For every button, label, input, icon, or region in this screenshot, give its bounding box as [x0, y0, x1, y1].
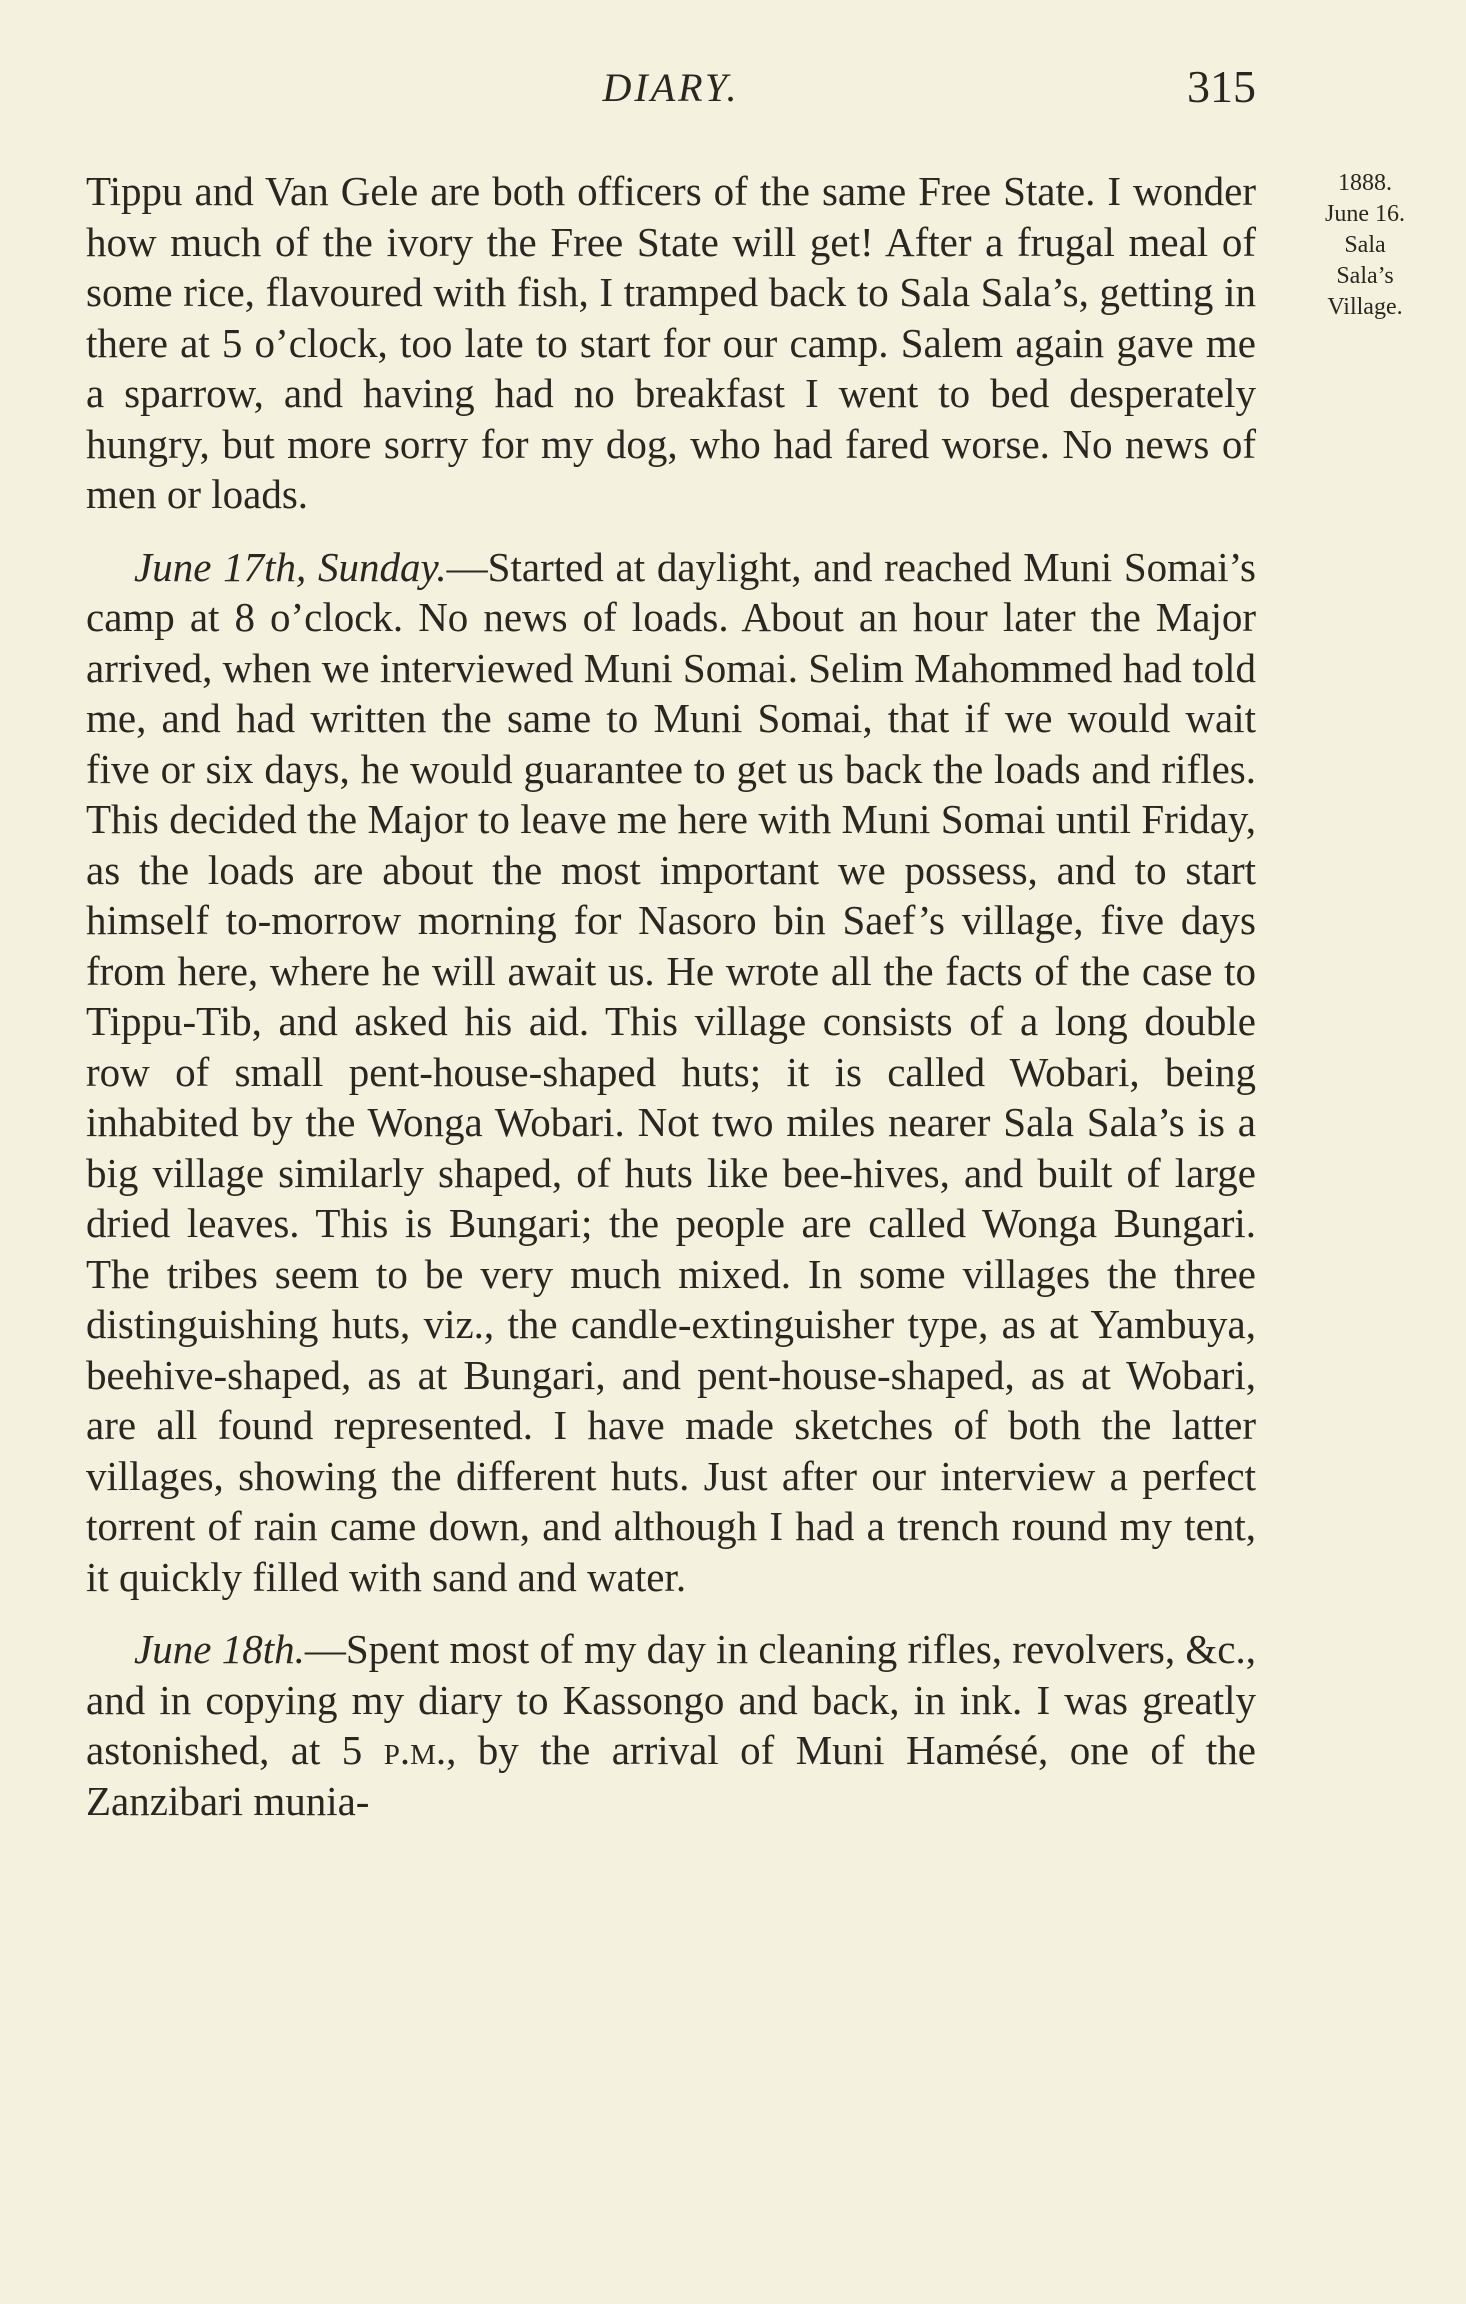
page-header	[86, 60, 1256, 120]
entry-text-part-b: , by the arrival of Muni Hamésé, one of the Zanzibari munia-	[86, 1727, 1256, 1824]
margin-note-place-3: Village.	[1327, 294, 1403, 320]
entry-text: —Started at daylight, and reached Muni Somai’s camp at 8 o’clock. No news of loads. About an hour later the Major arrived, when we interviewed Muni Somai. Selim Mahommed had told me, and had written the same to Muni Somai, that if we would wait five or six days, he would guarantee to get us back the loads and rifles. This decided the Major to leave me here with Muni Somai until Friday, as the loads are about the most important we possess, and to start himself to-morrow morning for Nasoro bin Saef’s village, five days from here, where he will await us. He wrote all the facts of the case to Tippu-Tib, and asked his aid. This village consists of a long double row of small pent-house-shaped huts; it is called Wobari, being inhabited by the Wonga Wobari. Not two miles nearer Sala Sala’s is a big village similarly shaped, of huts like bee-hives, and built of large dried leaves. This is Bungari; the people are called Wonga Bungari. The tribes seem to be very much mixed. In some villages the three distinguishing huts, viz., the candle-extinguisher type, as at Yambuya, beehive-shaped, as at Bungari, and pent-house-shaped, as at Wobari, are all found represented. I have made sketches of both the latter villages, showing the different huts. Just after our interview a perfect torrent of rain came down, and although I had a trench round my tent, it quickly filled with sand and water.	[86, 543, 1256, 1600]
body-text	[86, 166, 1256, 1826]
margin-note-place-1: Sala	[1344, 232, 1386, 258]
time-abbrev: p.m.	[383, 1727, 447, 1773]
entry-date-heading: June 18th.	[134, 1626, 305, 1672]
entry-text-part-a: —Spent most of my day in cleaning rifles, revolvers, &c., and in copying my diary to Kassongo and back, in ink. I was greatly astonished, at 5	[86, 1626, 1256, 1773]
entry-date-heading: June 17th, Sunday.	[134, 543, 447, 590]
margin-note-date: June 16.	[1325, 201, 1405, 227]
diary-entry-june-17	[86, 542, 1256, 1603]
diary-entry-june-18	[86, 1624, 1256, 1826]
margin-note-year: 1888.	[1338, 170, 1392, 196]
running-head: DIARY.	[602, 65, 740, 110]
paragraph-continuation: Tippu and Van Gele are both officers of the same Free State. I wonder how much of the ivory the Free State will get! After a frugal meal of some rice, flavoured with fish, I tramped back to Sala Sala’s, getting in there at 5 o’clock, too late to start for our camp. Salem again gave me a sparrow, and having had no breakfast I went to bed desperately hungry, but more sorry for my dog, who had fared worse. No news of men or loads.	[86, 168, 1256, 517]
page-number: 315	[1187, 61, 1256, 112]
margin-note	[1290, 168, 1440, 323]
margin-note-place-2: Sala’s	[1336, 263, 1394, 289]
